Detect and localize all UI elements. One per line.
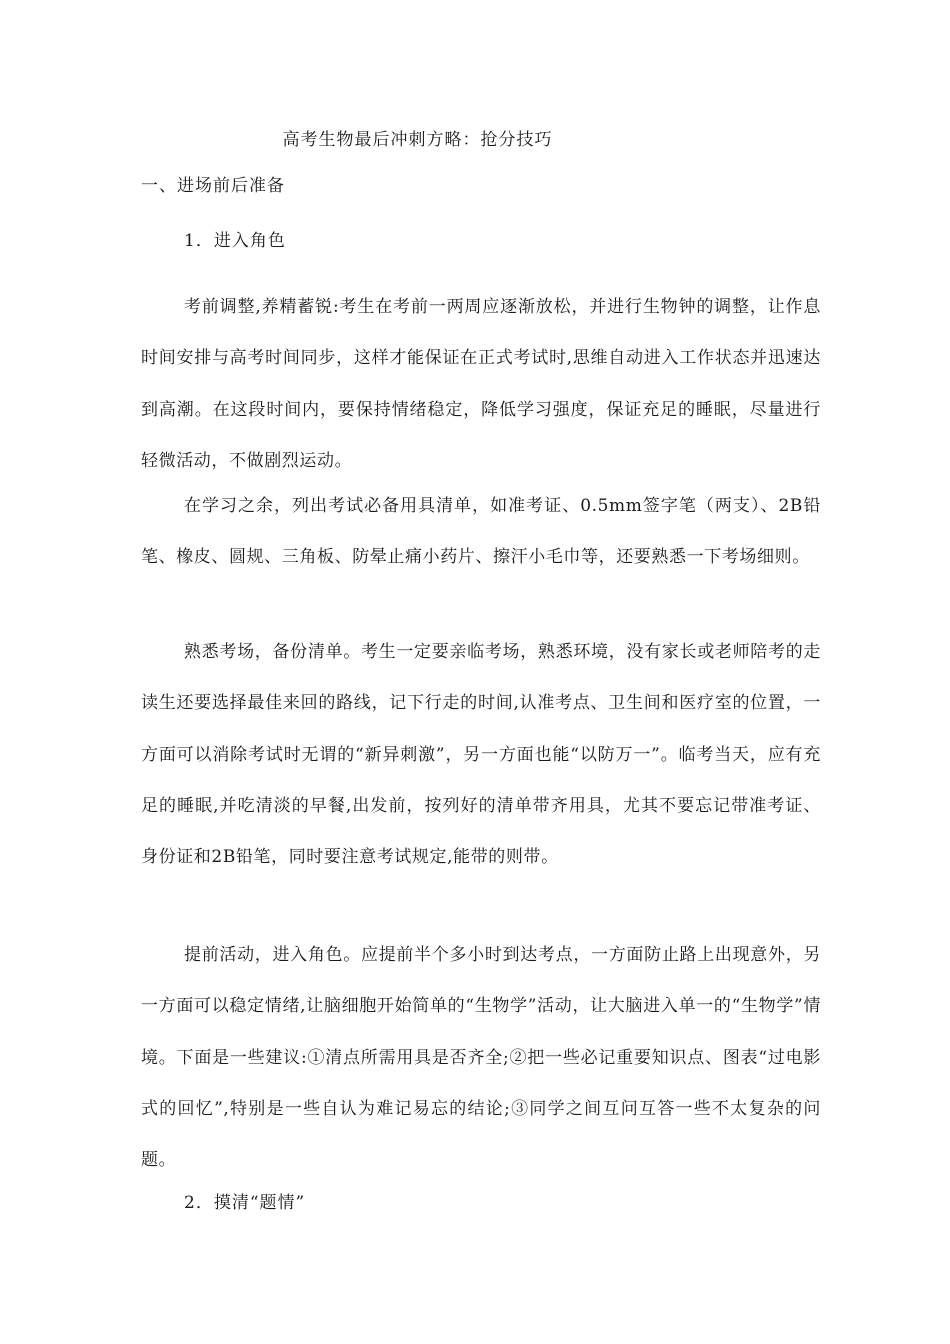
- paragraph-adjustment: 考前调整,养精蓄锐:考生在考前一两周应逐渐放松，并进行生物钟的调整，让作息时间安排与高考时间同步，这样才能保证在正式考试时,思维自动进入工作状态并迅速达到高潮。在这段时间内，要保持情绪稳定，降低学习强度，保证充足的睡眠，尽量进行轻微活动，不做剧烈运动。: [141, 297, 821, 471]
- section-heading: 一、进场前后准备: [141, 176, 285, 196]
- paragraph-checklist: 在学习之余，列出考试必备用具清单，如准考证、0.5mm签字笔（两支）、2B铅笔、橡皮、圆规、三角板、防晕止痛小药片、擦汗小毛巾等，还要熟悉一下考场细则。: [141, 496, 821, 568]
- document-title: 高考生物最后冲刺方略：抢分技巧: [282, 130, 553, 150]
- subheading-question-situation: 2．摸清“题情”: [184, 1193, 306, 1213]
- subheading-enter-role: 1．进入角色: [184, 231, 286, 251]
- paragraph-familiarize-venue: 熟悉考场，备份清单。考生一定要亲临考场，熟悉环境，没有家长或老师陪考的走读生还要选择最佳来回的路线，记下行走的时间,认准考点、卫生间和医疗室的位置，一方面可以消除考试时无谓的“新异刺激”，另一方面也能“以防万一”。临考当天，应有充足的睡眠,并吃清淡的早餐,出发前，按列好的清单带齐用具，尤其不要忘记带准考证、身份证和2B铅笔，同时要注意考试规定,能带的则带。: [141, 642, 821, 868]
- paragraph-arrive-early: 提前活动，进入角色。应提前半个多小时到达考点，一方面防止路上出现意外，另一方面可以稳定情绪,让脑细胞开始简单的“生物学”活动，让大脑进入单一的“生物学”情境。下面是一些建议:①清点所需用具是否齐全;②把一些必记重要知识点、图表“过电影式的回忆”,特别是一些自认为难记易忘的结论;③同学之间互问互答一些不太复杂的问题。: [141, 945, 821, 1171]
